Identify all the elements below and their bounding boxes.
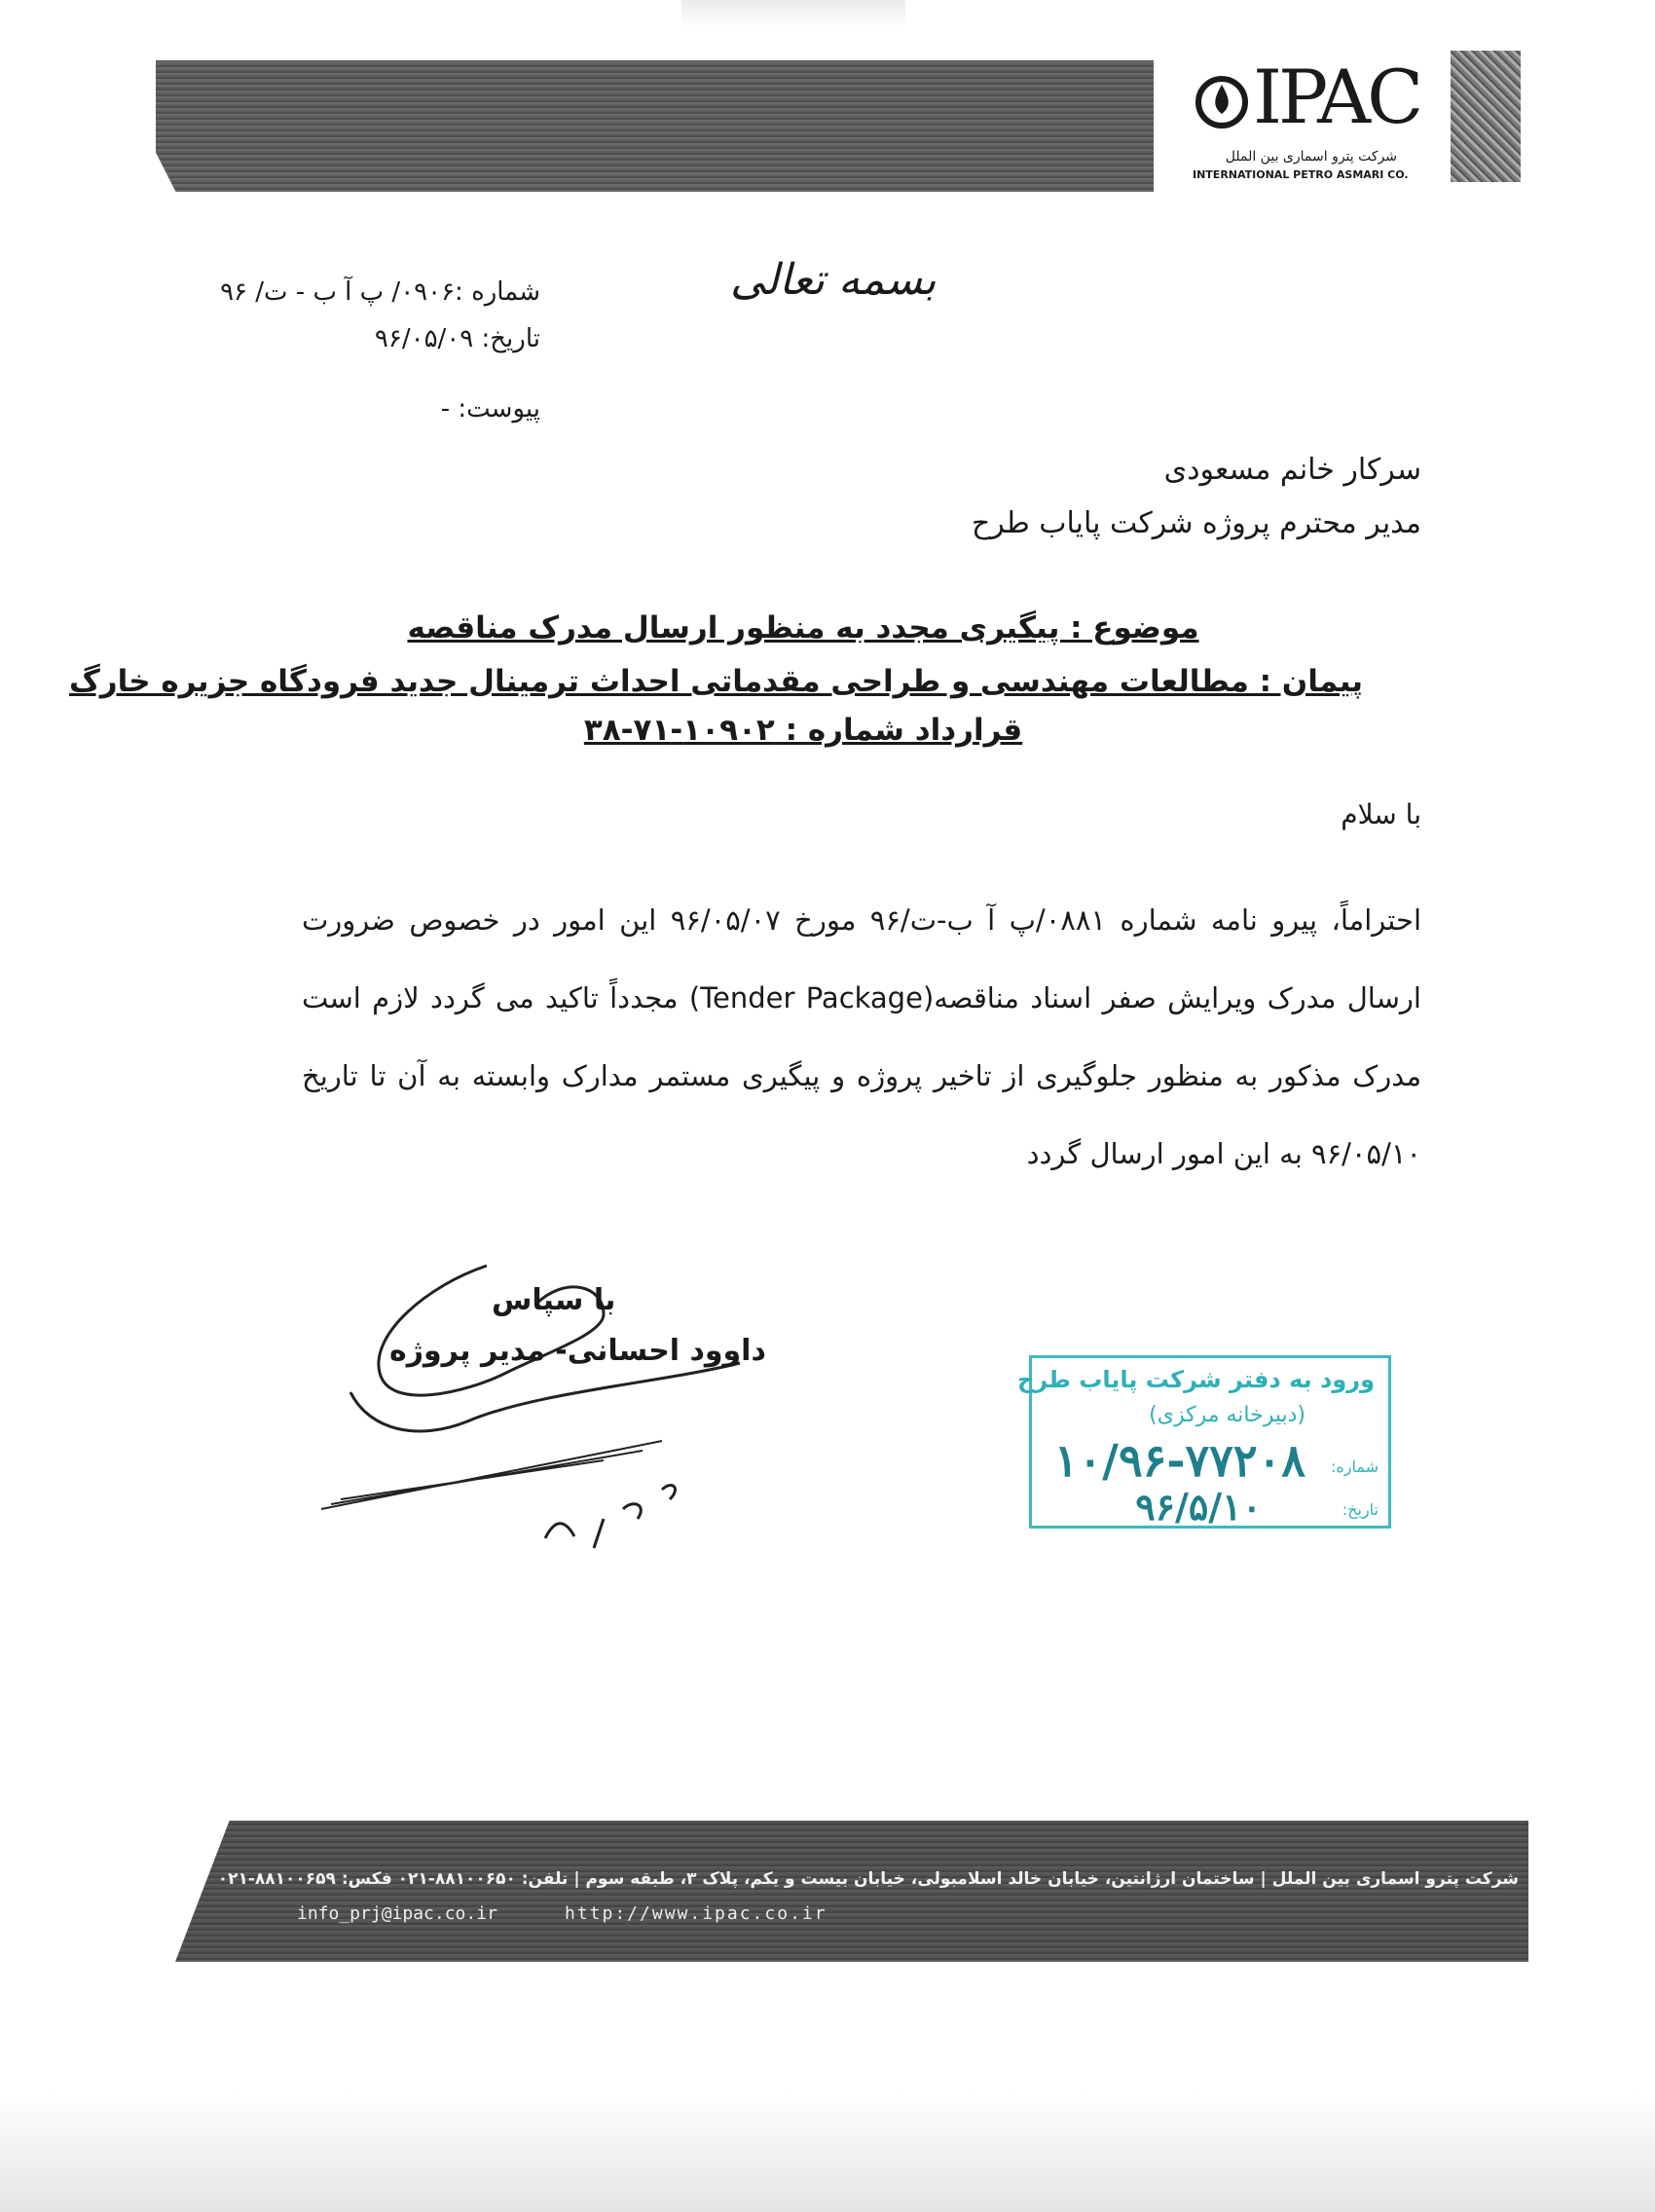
letter-date: تاریخ: ۹۶/۰۵/۰۹: [374, 324, 540, 353]
footer-email: info_prj@ipac.co.ir: [297, 1903, 497, 1924]
stamp-date-label: تاریخ:: [1342, 1500, 1379, 1519]
company-name-en: INTERNATIONAL PETRO ASMARI CO.: [1193, 168, 1409, 181]
footer-website: http://www.ipac.co.ir: [565, 1903, 828, 1924]
stamp-date-value: ۹۶/۵/۱۰: [1135, 1485, 1262, 1529]
letter-body: احتراماً، پیرو نامه شماره ۰۸۸۱/پ آ ب-ت/۹۶ مورخ ۹۶/۰۵/۰۷ این امور در خصوص ضرورت ارسال مدرک ویرایش صفر اسناد مناقصه(Tender Package) مجدداً تاکید می گردد لازم است مدرک مذکور به منظور جلوگیری از تاخیر پروژه و پیگیری مستمر مدارک وابسته به آن تا تاریخ ۹۶/۰۵/۱۰ به این امور ارسال گردد: [302, 903, 1422, 1170]
signer-name: داوود احسانی- مدیر پروژه: [389, 1334, 766, 1368]
footer-band: [175, 1821, 1528, 1962]
signature-icon: [312, 1227, 798, 1558]
stamp-number-value: ۱۰/۹۶-۷۷۲۰۸: [1053, 1434, 1306, 1487]
receipt-stamp: [1017, 1355, 1391, 1529]
recipient-name: سرکار خانم مسعودی: [1163, 453, 1421, 487]
contract-number: قرارداد شماره : ۱۰۹۰۲-۷۱-۳۸: [583, 713, 1023, 748]
bismillah: بسمه تعالی: [730, 255, 937, 305]
scan-artifact: [1451, 51, 1521, 182]
logo-text: IPAC: [1253, 54, 1420, 140]
scan-shadow-bottom: [0, 2093, 1655, 2212]
stamp-number-label: شماره:: [1330, 1457, 1379, 1476]
footer-address: شرکت پترو اسماری بین الملل | ساختمان ارژانتین، خیابان خالد اسلامبولی، خیابان بیست و یکم، پلاک ۳، طبقه سوم | تلفن: ۸۸۱۰۰۶۵۰-۰۲۱ فکس: ۸۸۱۰۰۶۵۹-۰۲۱: [217, 1869, 1519, 1889]
letter-attachment: پیوست: -: [440, 394, 540, 424]
drop-logo-icon: [1193, 61, 1251, 139]
company-name-fa: شرکت پترو اسماری بین الملل: [1225, 149, 1397, 165]
header-band: [156, 60, 1154, 192]
recipient-title: مدیر محترم پروژه شرکت پایاب طرح: [971, 506, 1421, 540]
scan-shadow-top: [681, 0, 905, 27]
contract-title: پیمان : مطالعات مهندسی و طراحی مقدماتی احداث ترمینال جدید فرودگاه جزیره خارگ: [68, 664, 1363, 699]
letter-number: شماره :۰۹۰۶/ پ آ ب - ت/ ۹۶: [220, 277, 540, 307]
closing: با سپاس: [492, 1283, 616, 1317]
stamp-subtitle: (دبیرخانه مرکزی): [1149, 1403, 1306, 1427]
subject-line: موضوع : پیگیری مجدد به منظور ارسال مدرک مناقصه: [407, 610, 1199, 645]
greeting: با سلام: [1341, 798, 1421, 830]
company-logo: [1193, 54, 1420, 190]
stamp-title: ورود به دفتر شرکت پایاب طرح: [1017, 1366, 1375, 1393]
